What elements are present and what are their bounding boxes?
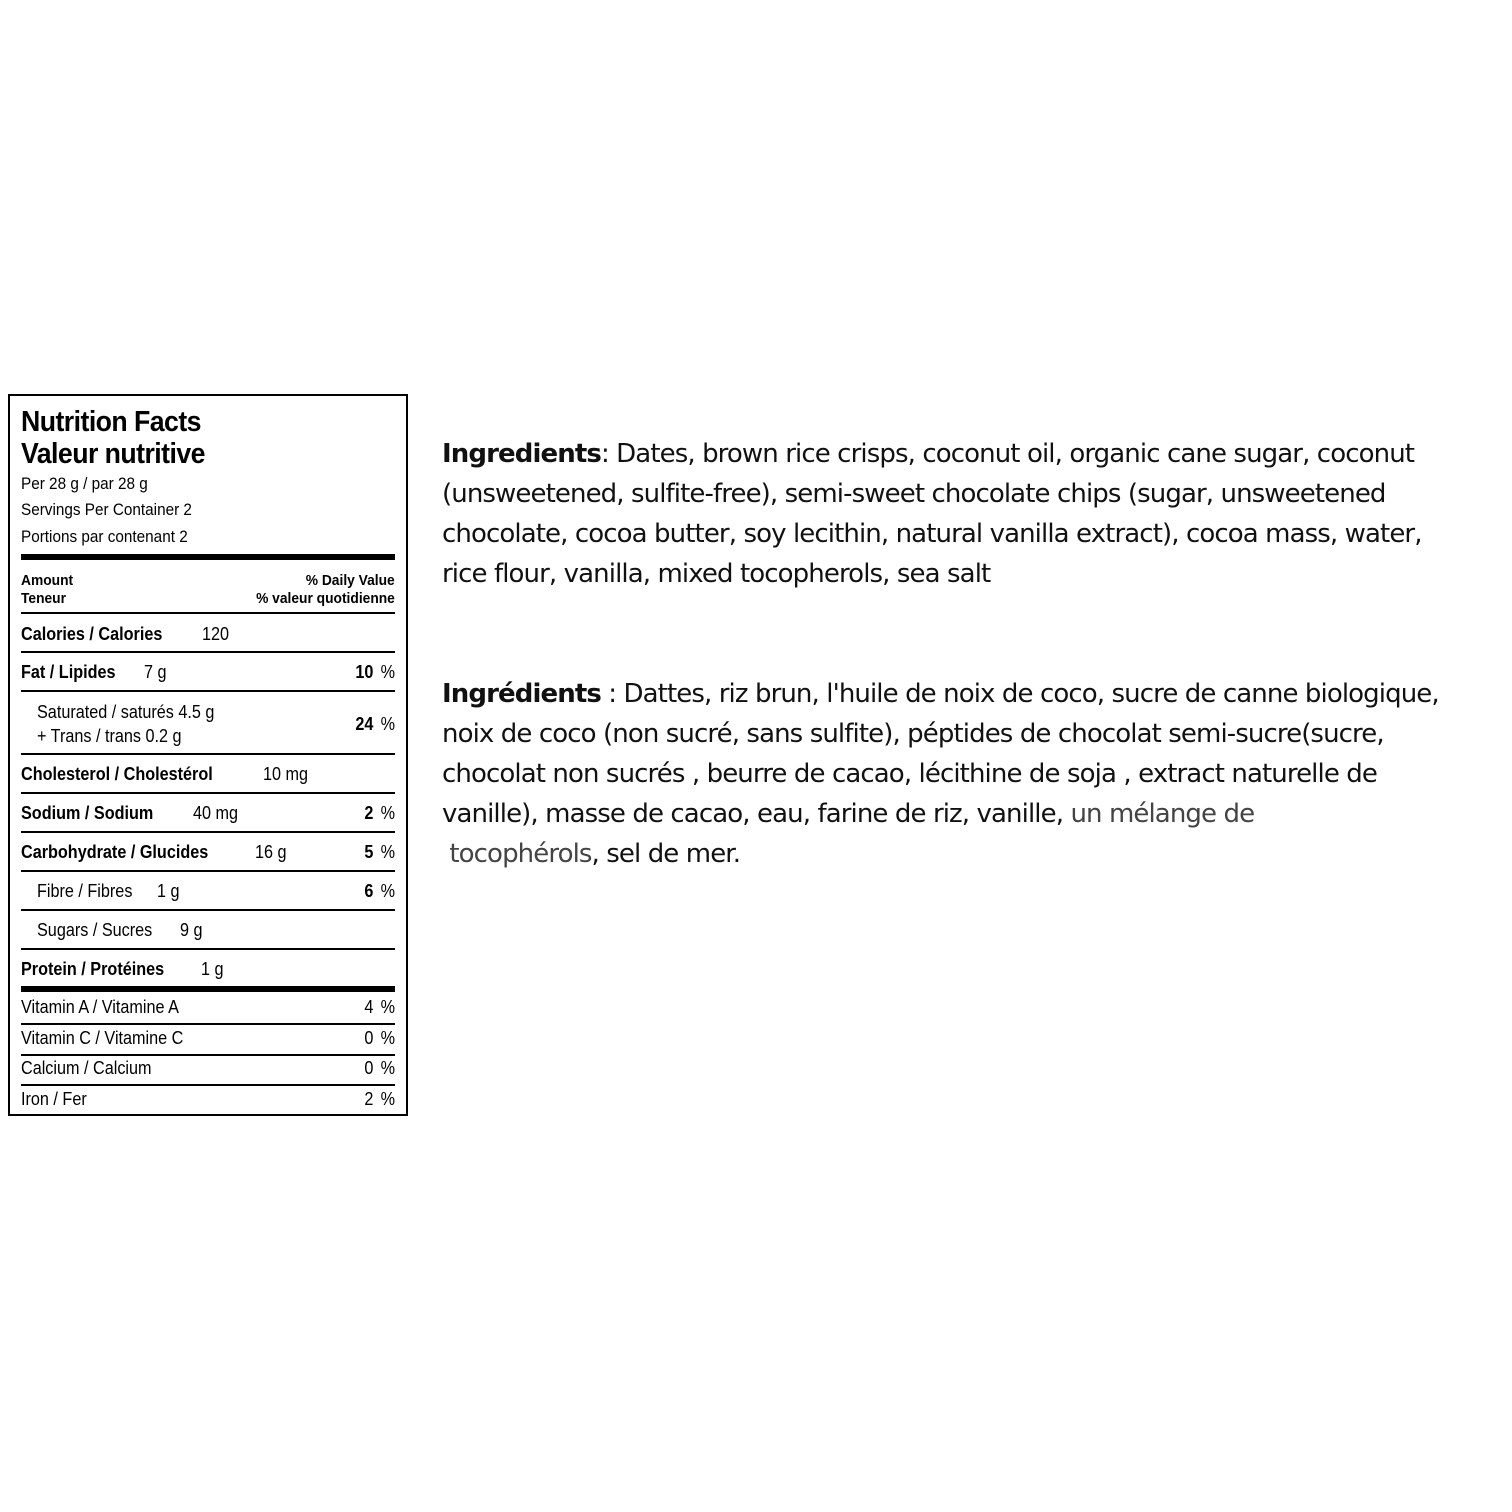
ingredients-line — [442, 434, 1508, 474]
ingredients-line — [442, 794, 1508, 834]
iron-percent-value: 2 — [364, 1089, 374, 1109]
divider — [21, 792, 395, 794]
vitamin-a-percent — [364, 997, 395, 1018]
percent-symbol: % — [380, 1058, 395, 1078]
amount-header-en: Amount — [21, 572, 74, 589]
divider — [21, 1054, 395, 1056]
calcium-percent — [364, 1058, 395, 1079]
fat-percent-value: 10 — [355, 662, 374, 682]
protein-amount: 1 g — [201, 959, 224, 979]
sodium-row — [21, 803, 395, 825]
calories-row — [21, 624, 395, 646]
thick-divider — [21, 554, 395, 560]
vitamin-c-row — [21, 1028, 395, 1050]
sugars-label: Sugars / Sucres — [37, 920, 153, 940]
daily-value-header-fr: % valeur quotidienne — [256, 590, 395, 607]
vitamin-a-row — [21, 997, 395, 1019]
vitamin-a-label: Vitamin A / Vitamine A — [21, 997, 179, 1017]
ingredients-line — [442, 834, 1508, 874]
carbohydrate-amount: 16 g — [255, 842, 287, 862]
sodium-amount: 40 mg — [193, 803, 239, 823]
carbohydrate-row — [21, 842, 395, 864]
trans-label: + Trans / trans 0.2 g — [37, 726, 182, 746]
ingredients-text: : Dates, brown rice crisps, coconut oil, organic cane sugar, coconut — [600, 439, 1415, 469]
servings-en: Servings Per Container 2 — [21, 500, 192, 519]
nutrition-title-en: Nutrition Facts — [21, 406, 201, 438]
percent-symbol: % — [380, 803, 395, 823]
ingredients-line — [442, 674, 1508, 714]
sodium-percent — [364, 803, 395, 824]
divider — [21, 870, 395, 872]
fibre-percent — [364, 881, 395, 902]
nutrition-title-fr: Valeur nutritive — [21, 438, 205, 470]
percent-symbol: % — [380, 842, 395, 862]
protein-label: Protein / Protéines — [21, 959, 165, 979]
ingredients-text: , sel de mer. — [591, 839, 741, 869]
fat-amount: 7 g — [144, 662, 167, 682]
nutrition-facts-panel — [8, 394, 408, 1116]
divider — [21, 948, 395, 950]
iron-percent — [364, 1089, 395, 1110]
ingredients-line: rice flour, vanilla, mixed tocopherols, sea salt — [442, 559, 991, 589]
fibre-amount: 1 g — [157, 881, 180, 901]
sugars-row — [21, 920, 395, 942]
vitamin-a-percent-value: 4 — [364, 997, 374, 1017]
ingredients-heading: Ingredients — [442, 439, 601, 469]
amount-header-fr: Teneur — [21, 590, 66, 607]
percent-symbol: % — [380, 997, 395, 1017]
sodium-percent-value: 2 — [364, 803, 374, 823]
cholesterol-label: Cholesterol / Cholestérol — [21, 764, 213, 784]
divider — [21, 1084, 395, 1086]
cholesterol-row — [21, 764, 395, 786]
sodium-label: Sodium / Sodium — [21, 803, 154, 823]
fat-percent — [355, 662, 395, 683]
iron-row — [21, 1089, 395, 1111]
vitamin-c-label: Vitamin C / Vitamine C — [21, 1028, 184, 1048]
carbohydrate-percent — [364, 842, 395, 863]
daily-value-header-en: % Daily Value — [306, 572, 395, 589]
percent-symbol: % — [380, 1089, 395, 1109]
sat-trans-percent-row — [21, 714, 395, 736]
calcium-label: Calcium / Calcium — [21, 1058, 152, 1078]
vitamin-c-percent — [364, 1028, 395, 1049]
ingredients-french — [442, 674, 1508, 874]
sugars-amount: 9 g — [180, 920, 203, 940]
fat-label: Fat / Lipides — [21, 662, 116, 682]
sat-trans-percent — [355, 714, 395, 735]
ingredients-line: (unsweetened, sulfite-free), semi-sweet chocolate chips (sugar, unsweetened — [442, 479, 1386, 509]
calories-label: Calories / Calories — [21, 624, 163, 644]
ingredients-text-grey: tocophérols — [442, 839, 592, 869]
thick-divider — [21, 986, 395, 992]
ingredients-text: vanille), masse de cacao, eau, farine de riz, vanille, — [442, 799, 1071, 829]
percent-symbol: % — [380, 881, 395, 901]
divider — [21, 831, 395, 833]
divider — [21, 753, 395, 755]
ingredients-text: : Dattes, riz brun, l'huile de noix de coco, sucre de canne biologique, — [600, 679, 1439, 709]
vitamin-c-percent-value: 0 — [364, 1028, 374, 1048]
fat-row — [21, 662, 395, 684]
divider — [21, 612, 395, 614]
ingredients-line: noix de coco (non sucré, sans sulfite), péptides de chocolat semi-sucre(sucre, — [442, 719, 1384, 749]
percent-symbol: % — [380, 1028, 395, 1048]
ingredients-line: chocolate, cocoa butter, soy lecithin, natural vanilla extract), cocoa mass, water, — [442, 519, 1422, 549]
serving-size: Per 28 g / par 28 g — [21, 474, 148, 493]
servings-fr: Portions par contenant 2 — [21, 527, 188, 546]
saturated-label: Saturated / saturés 4.5 g — [37, 702, 215, 722]
percent-symbol: % — [380, 662, 395, 682]
calories-value: 120 — [202, 624, 230, 644]
cholesterol-amount: 10 mg — [263, 764, 309, 784]
fibre-percent-value: 6 — [364, 881, 374, 901]
divider — [21, 909, 395, 911]
fibre-label: Fibre / Fibres — [37, 881, 133, 901]
ingredients-line: chocolat non sucrés , beurre de cacao, lécithine de soja , extract naturelle de — [442, 759, 1377, 789]
percent-symbol: % — [380, 714, 395, 734]
calcium-row — [21, 1058, 395, 1080]
carbohydrate-percent-value: 5 — [364, 842, 374, 862]
carbohydrate-label: Carbohydrate / Glucides — [21, 842, 209, 862]
ingredients-text-grey: un mélange de — [1070, 799, 1255, 829]
iron-label: Iron / Fer — [21, 1089, 87, 1109]
ingredients-heading-fr: Ingrédients — [442, 679, 601, 709]
divider — [21, 651, 395, 653]
sat-trans-percent-value: 24 — [355, 714, 374, 734]
divider — [21, 690, 395, 692]
protein-row — [21, 959, 395, 981]
divider — [21, 1023, 395, 1025]
calcium-percent-value: 0 — [364, 1058, 374, 1078]
ingredients-english — [442, 434, 1508, 594]
fibre-row — [21, 881, 395, 903]
